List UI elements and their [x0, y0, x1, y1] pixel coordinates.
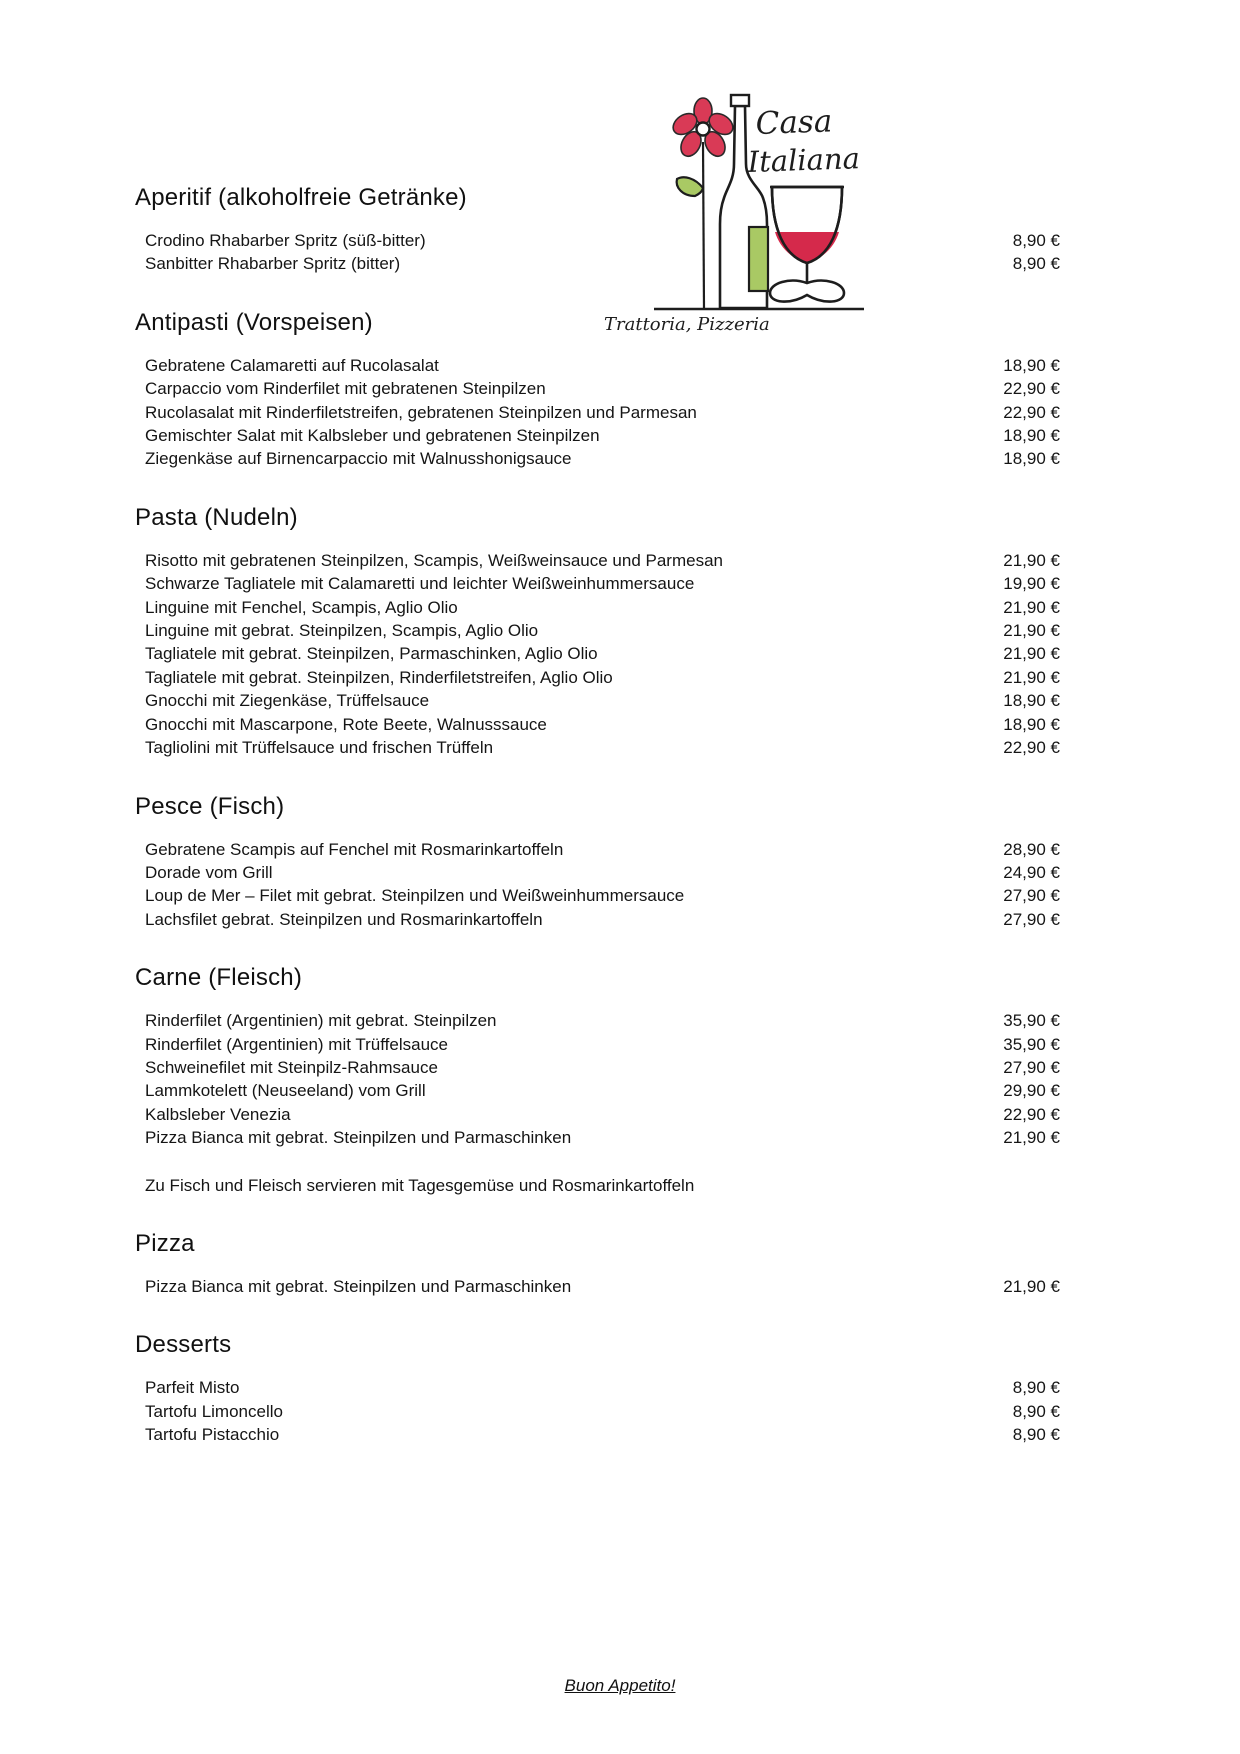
- dish-price: 18,90 €: [1003, 426, 1060, 446]
- dish-name: Tagliatele mit gebrat. Steinpilzen, Rinderfiletstreifen, Aglio Olio: [145, 667, 613, 687]
- menu-item-row: [145, 1103, 1060, 1126]
- dish-name: Gnocchi mit Ziegenkäse, Trüffelsauce: [145, 691, 430, 711]
- menu-item-row: [145, 549, 1060, 572]
- menu-section: [135, 308, 1060, 471]
- menu-item-row: [145, 838, 1060, 861]
- menu-item-row: [145, 596, 1060, 619]
- dish-price: 24,90 €: [1003, 862, 1060, 882]
- dish-price: 8,90 €: [1012, 1378, 1060, 1398]
- svg-text:Italiana: Italiana: [747, 141, 861, 179]
- dish-price: 21,90 €: [1003, 550, 1060, 570]
- footer-text: Buon Appetito!: [564, 1676, 676, 1695]
- menu-item-row: [145, 401, 1060, 424]
- dish-name: Tagliatele mit gebrat. Steinpilzen, Parmaschinken, Aglio Olio: [145, 644, 598, 664]
- menu-item-row: [145, 1079, 1060, 1102]
- dish-price: 8,90 €: [1012, 231, 1060, 250]
- menu-item-row: [145, 1423, 1060, 1446]
- dish-price: 22,90 €: [1003, 738, 1060, 758]
- section-heading: Antipasti (Vorspeisen): [135, 308, 373, 336]
- dish-price: 27,90 €: [1003, 886, 1060, 906]
- dish-name: Gemischter Salat mit Kalbsleber und gebratenen Steinpilzen: [145, 426, 600, 446]
- menu-section: [135, 1229, 1060, 1298]
- dish-name: Ziegenkäse auf Birnencarpaccio mit Walnusshonigsauce: [145, 449, 572, 469]
- dish-price: 21,90 €: [1003, 621, 1060, 641]
- dish-price: 27,90 €: [1003, 909, 1060, 929]
- dish-price: 18,90 €: [1003, 449, 1060, 469]
- menu-item-row: [145, 377, 1060, 400]
- dish-name: Rucolasalat mit Rinderfiletstreifen, gebratenen Steinpilzen und Parmesan: [145, 402, 697, 422]
- dish-price: 8,90 €: [1012, 1401, 1060, 1421]
- menu-content: [135, 0, 1060, 1447]
- menu-item-row: [145, 424, 1060, 447]
- section-heading: Desserts: [135, 1331, 232, 1359]
- section-note: Zu Fisch und Fleisch servieren mit Tagesgemüse und Rosmarinkartoffeln: [145, 1175, 695, 1195]
- section-heading: Aperitif (alkoholfreie Getränke): [135, 184, 467, 211]
- menu-section: [135, 1330, 1060, 1446]
- menu-item-row: [145, 736, 1060, 759]
- dish-name: Gebratene Scampis auf Fenchel mit Rosmarinkartoffeln: [145, 839, 564, 859]
- dish-price: 35,90 €: [1003, 1011, 1060, 1031]
- dish-name: Pizza Bianca mit gebrat. Steinpilzen und Parmaschinken: [145, 1128, 572, 1148]
- dish-price: 21,90 €: [1003, 644, 1060, 664]
- dish-price: 35,90 €: [1003, 1034, 1060, 1054]
- menu-section: [135, 183, 1060, 276]
- menu-item-row: [145, 861, 1060, 884]
- menu-item-row: [145, 884, 1060, 907]
- menu-item-row: [145, 666, 1060, 689]
- dish-price: 22,90 €: [1003, 1104, 1060, 1124]
- dish-price: 21,90 €: [1003, 597, 1060, 617]
- menu-footer: [0, 1676, 1240, 1696]
- menu-item-row: [145, 619, 1060, 642]
- section-items: [135, 1275, 1060, 1298]
- dish-price: 22,90 €: [1003, 402, 1060, 422]
- dish-name: Rinderfilet (Argentinien) mit Trüffelsauce: [145, 1034, 448, 1054]
- dish-price: 28,90 €: [1003, 839, 1060, 859]
- menu-item-row: [145, 1009, 1060, 1032]
- dish-name: Parfeit Misto: [145, 1378, 240, 1398]
- section-items: [135, 549, 1060, 760]
- dish-price: 29,90 €: [1003, 1081, 1060, 1101]
- menu-item-row: [145, 447, 1060, 470]
- dish-price: 8,90 €: [1012, 254, 1060, 274]
- menu-item-row: [145, 642, 1060, 665]
- dish-name: Sanbitter Rhabarber Spritz (bitter): [145, 254, 401, 274]
- menu-item-row: [145, 713, 1060, 736]
- section-heading: Pasta (Nudeln): [135, 503, 298, 531]
- dish-price: 18,90 €: [1003, 355, 1060, 375]
- dish-name: Schweinefilet mit Steinpilz-Rahmsauce: [145, 1057, 438, 1077]
- dish-name: Lachsfilet gebrat. Steinpilzen und Rosmarinkartoffeln: [145, 909, 543, 929]
- menu-item-row: [145, 1126, 1060, 1149]
- menu-item-row: [145, 1033, 1060, 1056]
- menu-item-row: [145, 908, 1060, 931]
- dish-name: Gnocchi mit Mascarpone, Rote Beete, Walnusssauce: [145, 714, 547, 734]
- dish-name: Schwarze Tagliatele mit Calamaretti und leichter Weißweinhummersauce: [145, 574, 695, 594]
- dish-name: Linguine mit gebrat. Steinpilzen, Scampis, Aglio Olio: [145, 621, 539, 641]
- menu-section: [135, 503, 1060, 760]
- dish-name: Linguine mit Fenchel, Scampis, Aglio Olio: [145, 597, 458, 617]
- section-items: [135, 354, 1060, 471]
- section-items: [135, 1009, 1060, 1149]
- dish-price: 22,90 €: [1003, 379, 1060, 399]
- dish-name: Tartofu Pistacchio: [145, 1425, 280, 1445]
- dish-name: Crodino Rhabarber Spritz (süß-bitter): [145, 231, 426, 250]
- dish-name: Kalbsleber Venezia: [145, 1104, 291, 1124]
- menu-item-row: [145, 1376, 1060, 1399]
- dish-price: 8,90 €: [1012, 1425, 1060, 1445]
- section-heading: Carne (Fleisch): [135, 964, 303, 992]
- menu-item-row: [145, 354, 1060, 377]
- dish-name: Rinderfilet (Argentinien) mit gebrat. Steinpilzen: [145, 1011, 497, 1031]
- dish-name: Carpaccio vom Rinderfilet mit gebratenen Steinpilzen: [145, 379, 546, 399]
- menu-item-row: [145, 1056, 1060, 1079]
- menu-item-row: [145, 1400, 1060, 1423]
- dish-name: Lammkotelett (Neuseeland) vom Grill: [145, 1081, 426, 1101]
- dish-price: 21,90 €: [1003, 1276, 1060, 1296]
- dish-name: Risotto mit gebratenen Steinpilzen, Scampis, Weißweinsauce und Parmesan: [145, 550, 723, 570]
- section-items: [135, 838, 1060, 932]
- menu-item-row: [145, 252, 1060, 275]
- logo-subtitle: Trattoria, Pizzeria: [604, 314, 770, 335]
- section-heading: Pesce (Fisch): [135, 792, 285, 820]
- dish-name: Gebratene Calamaretti auf Rucolasalat: [145, 355, 439, 375]
- dish-name: Loup de Mer – Filet mit gebrat. Steinpilzen und Weißweinhummersauce: [145, 886, 685, 906]
- menu-item-row: [145, 689, 1060, 712]
- section-heading: Pizza: [135, 1229, 195, 1257]
- section-items: [135, 229, 1060, 276]
- dish-price: 18,90 €: [1003, 691, 1060, 711]
- menu-item-row: [145, 572, 1060, 595]
- dish-name: Pizza Bianca mit gebrat. Steinpilzen und Parmaschinken: [145, 1276, 572, 1296]
- svg-text:Casa: Casa: [755, 103, 833, 142]
- menu-section: [135, 792, 1060, 932]
- dish-name: Tagliolini mit Trüffelsauce und frischen Trüffeln: [145, 738, 494, 758]
- dish-price: 21,90 €: [1003, 667, 1060, 687]
- dish-name: Tartofu Limoncello: [145, 1401, 283, 1421]
- dish-name: Dorade vom Grill: [145, 862, 273, 882]
- dish-price: 21,90 €: [1003, 1128, 1060, 1148]
- section-items: [135, 1376, 1060, 1446]
- dish-price: 18,90 €: [1003, 714, 1060, 734]
- dish-price: 19,90 €: [1003, 574, 1060, 594]
- menu-section: [135, 963, 1060, 1197]
- dish-price: 27,90 €: [1003, 1057, 1060, 1077]
- menu-item-row: [145, 1275, 1060, 1298]
- menu-item-row: [145, 229, 1060, 252]
